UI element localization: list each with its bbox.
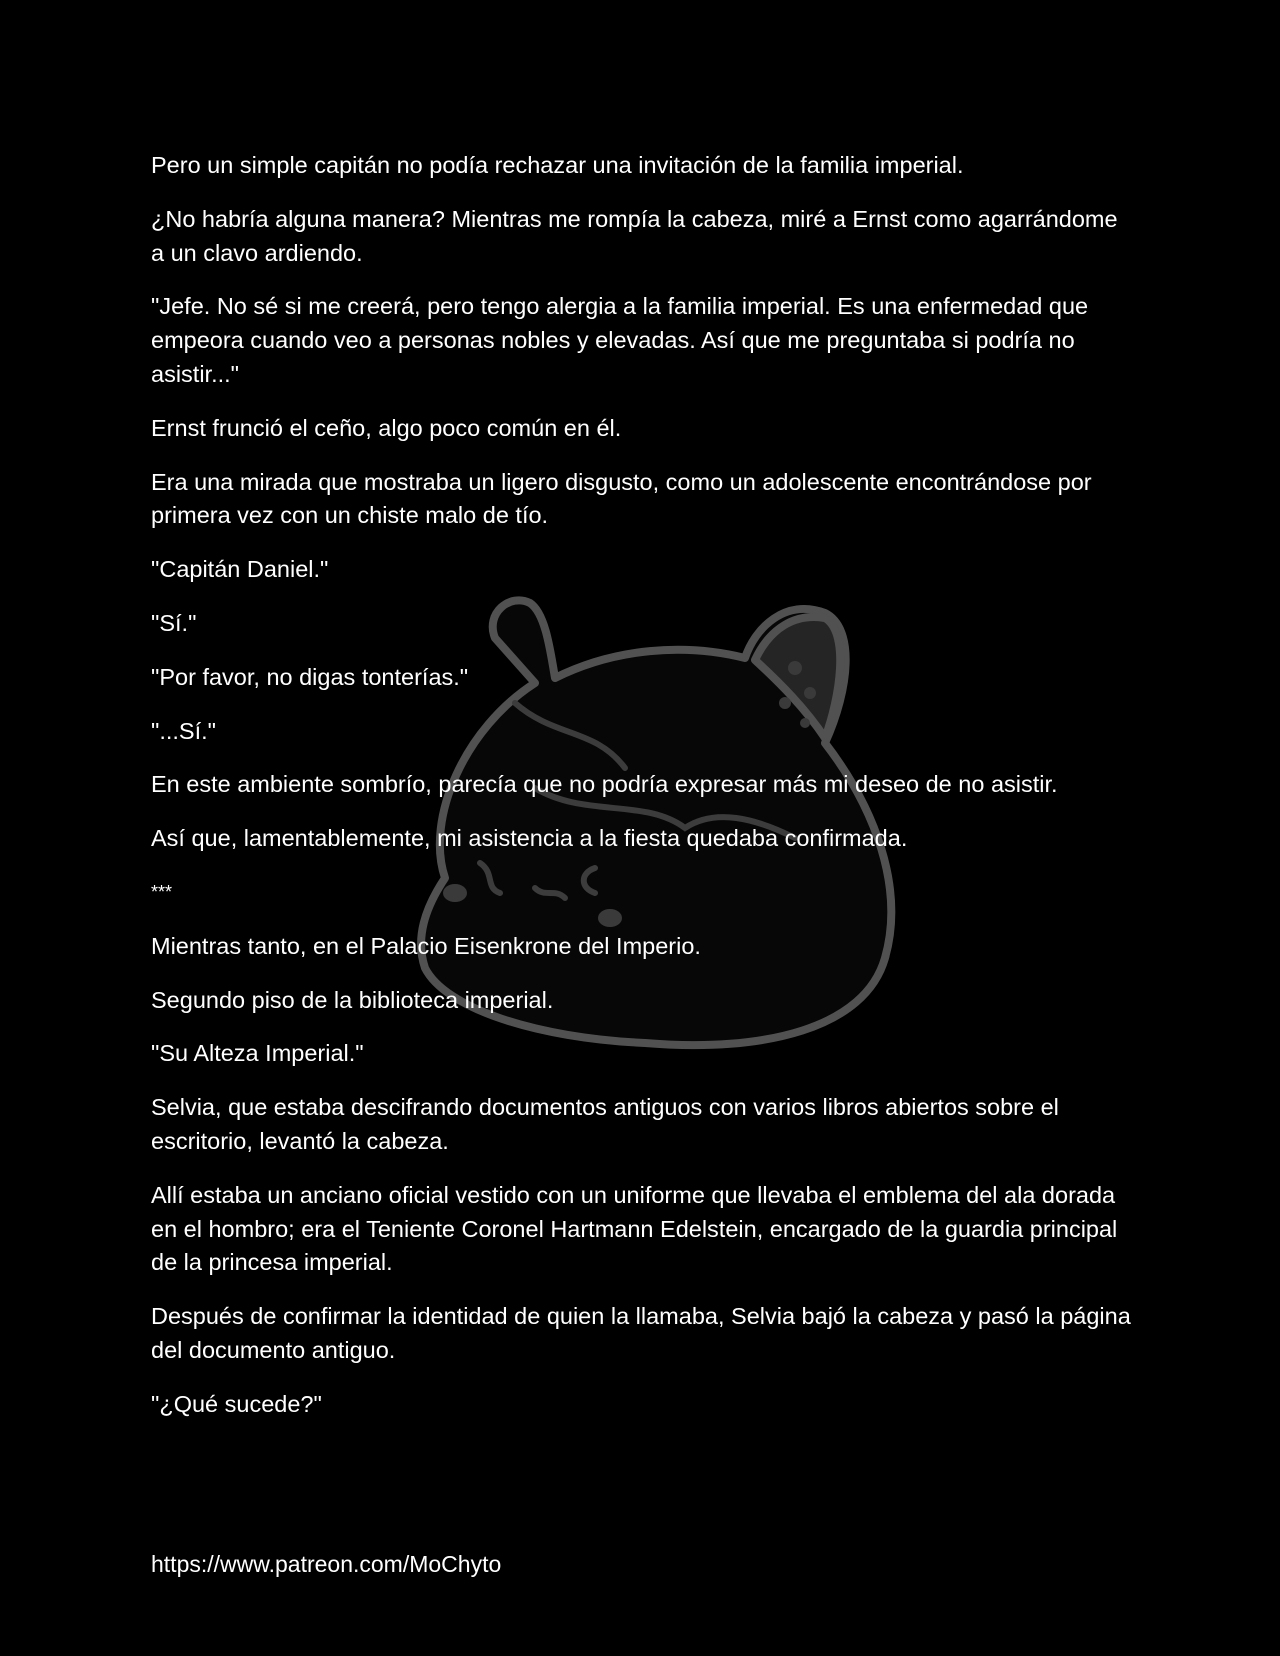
paragraph: "Por favor, no digas tonterías." <box>151 663 469 690</box>
paragraph: "Su Alteza Imperial." <box>151 1040 364 1067</box>
paragraph: En este ambiente sombrío, parecía que no podría expresar más mi deseo de no asistir. <box>151 771 1058 798</box>
paragraph: Mientras tanto, en el Palacio Eisenkrone del Imperio. <box>151 932 701 959</box>
paragraph: Pero un simple capitán no podía rechazar una invitación de la familia imperial. <box>151 152 964 178</box>
paragraph: "Sí." <box>151 609 197 636</box>
paragraph: Allí estaba un anciano oficial vestido con un uniforme que llevaba el emblema del ala dorada en el hombro; era el Teniente Coronel Hartmann Edelstein, encargado de la guardia principal de la princesa imperial. <box>151 1181 1118 1276</box>
paragraph: Ernst frunció el ceño, algo poco común en él. <box>151 414 622 441</box>
paragraph: Selvia, que estaba descifrando documentos antiguos con varios libros abiertos sobre el escritorio, levantó la cabeza. <box>151 1094 1059 1154</box>
paragraph: Era una mirada que mostraba un ligero disgusto, como un adolescente encontrándose por primera vez con un chiste malo de tío. <box>151 468 1092 529</box>
paragraph: "Capitán Daniel." <box>151 556 329 583</box>
chapter-text <box>151 149 1131 1442</box>
paragraph: Así que, lamentablemente, mi asistencia a la fiesta quedaba confirmada. <box>151 825 908 852</box>
paragraph: Segundo piso de la biblioteca imperial. <box>151 986 554 1013</box>
patreon-link[interactable]: https://www.patreon.com/MoChyto <box>151 1551 502 1577</box>
paragraph: "¿Qué sucede?" <box>151 1390 322 1417</box>
paragraph: Después de confirmar la identidad de quien la llamaba, Selvia bajó la cabeza y pasó la página del documento antiguo. <box>151 1303 1131 1363</box>
scene-break: *** <box>151 881 173 902</box>
paragraph: "...Sí." <box>151 717 217 744</box>
paragraph: "Jefe. No sé si me creerá, pero tengo alergia a la familia imperial. Es una enfermedad que empeora cuando veo a personas nobles y elevadas. Así que me preguntaba si podría no asistir..." <box>151 293 1089 387</box>
paragraph: ¿No habría alguna manera? Mientras me rompía la cabeza, miré a Ernst como agarrándome a un clavo ardiendo. <box>151 205 1118 266</box>
